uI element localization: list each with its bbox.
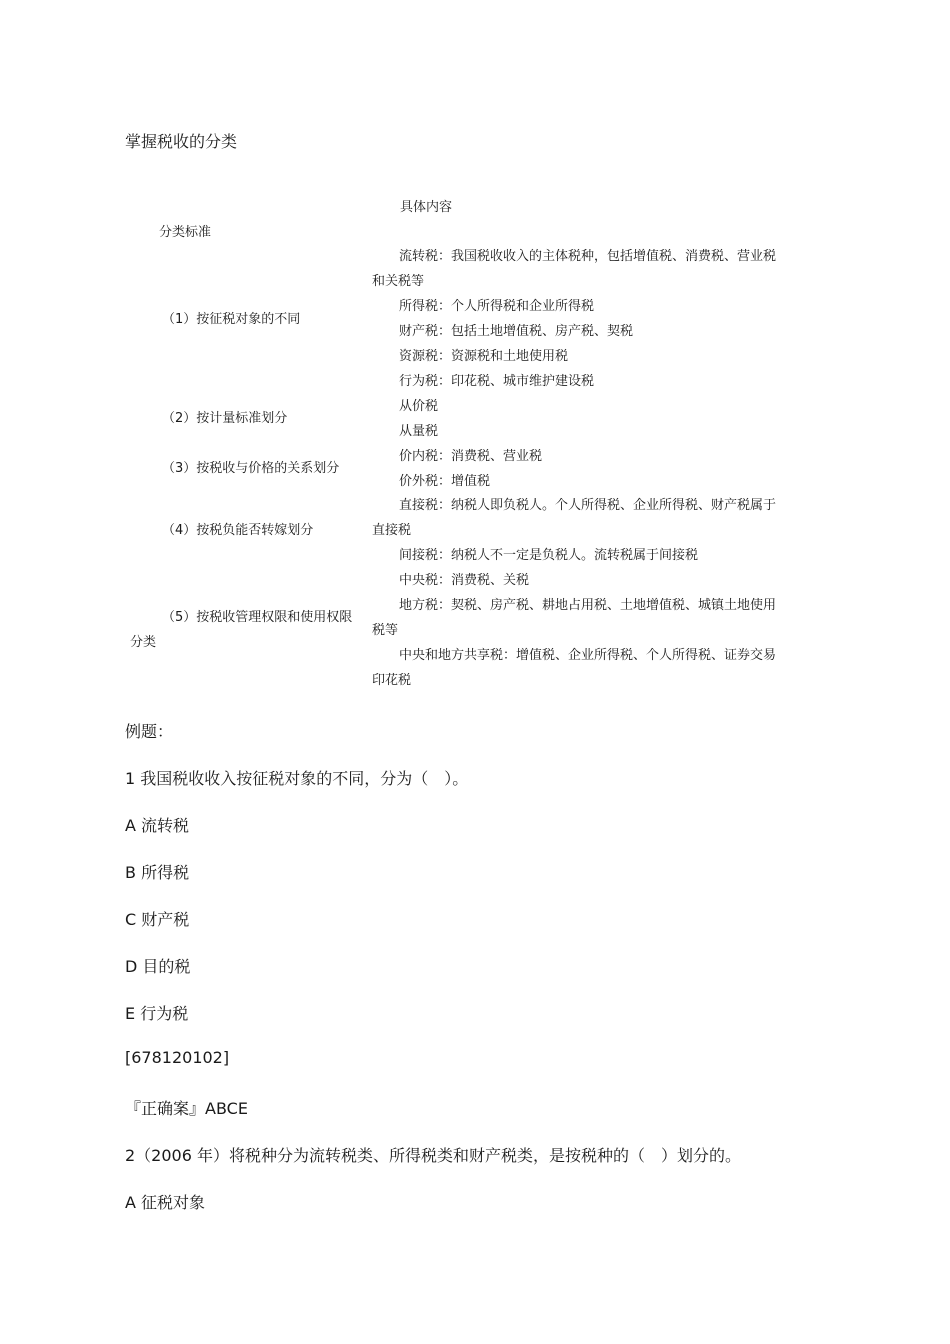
content-line: 价外税：增值税	[399, 474, 491, 489]
content-line: 行为税：印花税、城市维护建设税	[399, 374, 595, 389]
content-line: 中央和地方共享税：增值税、企业所得税、个人所得税、证券交易	[399, 648, 777, 663]
question-1-option-c: C 财产税	[125, 910, 190, 929]
content-line: 流转税：我国税收收入的主体税种，包括增值税、消费税、营业税	[399, 249, 777, 264]
content-line: 税等	[372, 623, 399, 638]
question-1-option-a: A 流转税	[125, 816, 190, 835]
question-2-stem: 2（2006 年）将税种分为流转税类、所得税类和财产税类，是按税种的（ ）划分的。	[125, 1146, 741, 1165]
standard-1: （1）按征税对象的不同	[162, 312, 301, 327]
question-1-option-b: B 所得税	[125, 863, 190, 882]
question-1-id: [678120102]	[125, 1048, 230, 1067]
examples-label: 例题：	[125, 722, 174, 741]
standard-2: （2）按计量标准划分	[162, 411, 288, 426]
standard-5-line2: 分类	[130, 635, 157, 650]
question-1-option-d: D 目的税	[125, 957, 191, 976]
content-line: 直接税	[372, 523, 412, 538]
content-line: 和关税等	[372, 274, 425, 289]
standard-4: （4）按税负能否转嫁划分	[162, 523, 314, 538]
content-line: 间接税：纳税人不一定是负税人。流转税属于间接税	[399, 548, 699, 563]
standard-5-line1: （5）按税收管理权限和使用权限	[162, 610, 353, 625]
content-line: 从价税	[399, 399, 439, 414]
content-line: 印花税	[372, 673, 412, 688]
content-line: 所得税：个人所得税和企业所得税	[399, 299, 595, 314]
content-line: 中央税：消费税、关税	[399, 573, 530, 588]
content-line: 直接税：纳税人即负税人。个人所得税、企业所得税、财产税属于	[399, 498, 777, 513]
question-1-stem: 1 我国税收收入按征税对象的不同，分为（ ）。	[125, 769, 469, 788]
page-heading: 掌握税收的分类	[125, 132, 238, 151]
question-2-option-a: A 征税对象	[125, 1193, 206, 1212]
standard-3: （3）按税收与价格的关系划分	[162, 461, 340, 476]
content-line: 资源税：资源税和土地使用税	[399, 349, 569, 364]
content-line: 地方税：契税、房产税、耕地占用税、土地增值税、城镇土地使用	[399, 598, 777, 613]
question-1-answer: 『正确案』ABCE	[125, 1099, 248, 1118]
content-line: 从量税	[399, 424, 439, 439]
header-content: 具体内容	[400, 200, 453, 215]
content-line: 财产税：包括土地增值税、房产税、契税	[399, 324, 634, 339]
header-standard: 分类标准	[159, 225, 212, 240]
question-1-option-e: E 行为税	[125, 1004, 189, 1023]
content-line: 价内税：消费税、营业税	[399, 449, 543, 464]
